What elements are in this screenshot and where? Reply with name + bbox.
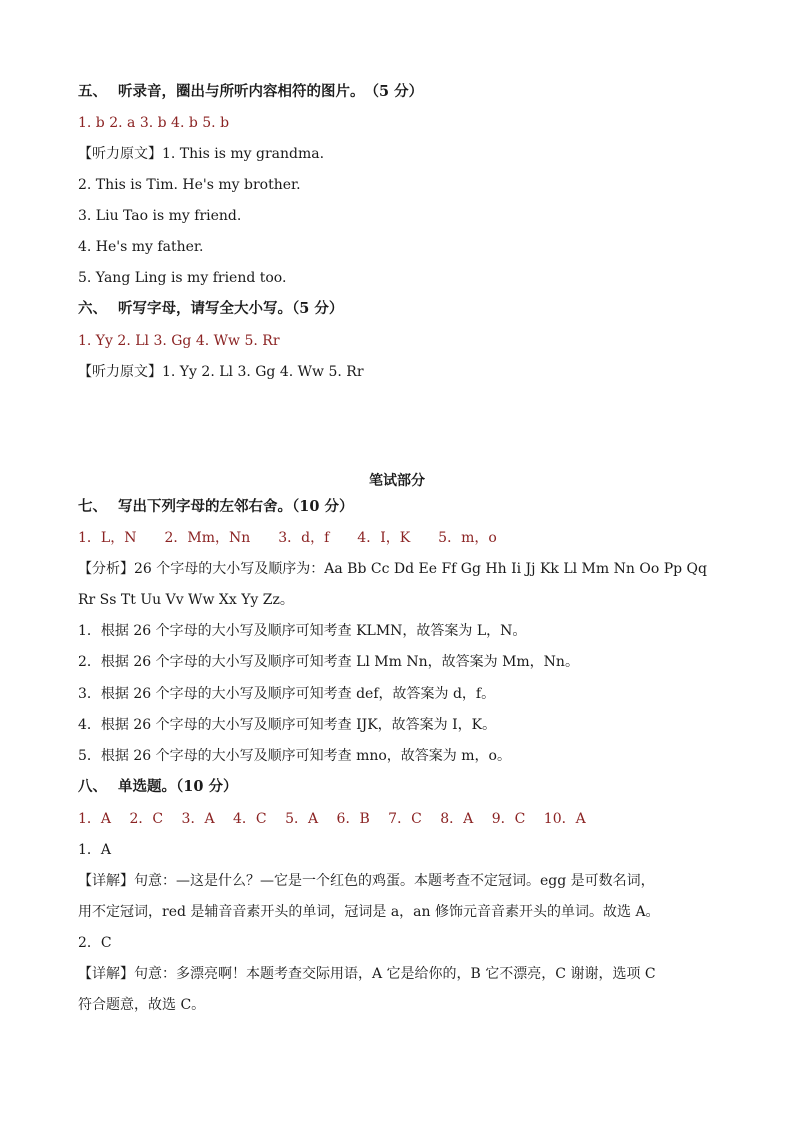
section-7-answers: 1．L，N 2．Mm，Nn 3．d，f 4．I，K 5．m，o [78, 530, 497, 546]
detail-label: 【详解】 [78, 966, 134, 982]
section-7-title: 写出下列字母的左邻右舍。（10 分） [118, 498, 354, 515]
section-8-number: 八、 [78, 778, 107, 795]
question-2-detail-cont: 符合题意，故选 C。 [78, 997, 206, 1013]
section-7-item-5: 5．根据 26 个字母的大小写及顺序可知考查 mno，故答案为 m，o。 [78, 748, 511, 764]
section-7-heading [78, 497, 353, 517]
analysis-text: 26 个字母的大小写及顺序为：Aa Bb Cc Dd Ee Ff Gg Hh Ii Jj Kk Ll Mm Nn Oo Pp Qq [134, 561, 707, 577]
question-1-detail-cont: 用不定冠词，red 是辅音音素开头的单词，冠词是 a，an 修饰元音音素开头的单词。故选 A。 [78, 904, 660, 920]
section-5-transcript-line-5: 5. Yang Ling is my friend too. [78, 270, 287, 286]
section-7-analysis [78, 559, 707, 579]
section-8-title: 单选题。（10 分） [118, 778, 238, 795]
transcript-label: 【听力原文】 [78, 364, 162, 380]
section-6-title: 听写字母，请写全大小写。（5 分） [118, 300, 344, 317]
section-8-answers: 1．A 2．C 3．A 4．C 5．A 6．B 7．C 8．A 9．C 10．A [78, 811, 586, 827]
section-5-transcript-line-4: 4. He's my father. [78, 239, 204, 255]
section-5-transcript-line-3: 3. Liu Tao is my friend. [78, 208, 242, 224]
question-1-detail [78, 871, 655, 891]
section-5-heading [78, 82, 423, 102]
question-1-answer: 1．A [78, 842, 112, 858]
section-6-heading [78, 299, 343, 319]
section-7-item-1: 1．根据 26 个字母的大小写及顺序可知考查 KLMN，故答案为 L，N。 [78, 623, 527, 639]
question-2-detail [78, 964, 656, 984]
question-2-answer: 2．C [78, 935, 112, 951]
section-5-number: 五、 [78, 83, 107, 100]
section-8-heading [78, 777, 237, 797]
analysis-label: 【分析】 [78, 561, 134, 577]
section-6-number: 六、 [78, 300, 107, 317]
section-7-analysis-cont: Rr Ss Tt Uu Vv Ww Xx Yy Zz。 [78, 592, 294, 608]
detail-text: 句意：—这是什么？—它是一个红色的鸡蛋。本题考查不定冠词。egg 是可数名词， [134, 873, 655, 889]
transcript-text: 1. Yy 2. Ll 3. Gg 4. Ww 5. Rr [162, 364, 364, 380]
section-7-number: 七、 [78, 498, 107, 515]
transcript-text: 1. This is my grandma. [162, 146, 325, 162]
section-5-transcript-line-2: 2. This is Tim. He's my brother. [78, 177, 301, 193]
section-6-transcript [78, 362, 364, 382]
section-5-answers: 1. b 2. a 3. b 4. b 5. b [78, 115, 230, 131]
section-7-item-4: 4．根据 26 个字母的大小写及顺序可知考查 IJK，故答案为 I，K。 [78, 717, 497, 733]
written-part-title: 笔试部分 [369, 473, 425, 489]
detail-label: 【详解】 [78, 873, 134, 889]
section-5-title: 听录音，圈出与所听内容相符的图片。 （5 分） [118, 83, 424, 100]
section-5-transcript-line-1 [78, 144, 324, 164]
detail-text: 句意：多漂亮啊！本题考查交际用语，A 它是给你的，B 它不漂亮，C 谢谢，选项 C [134, 966, 656, 982]
section-7-item-3: 3．根据 26 个字母的大小写及顺序可知考查 def，故答案为 d，f。 [78, 686, 496, 702]
section-6-answers: 1. Yy 2. Ll 3. Gg 4. Ww 5. Rr [78, 333, 280, 349]
section-7-item-2: 2．根据 26 个字母的大小写及顺序可知考查 Ll Mm Nn，故答案为 Mm，Nn。 [78, 654, 579, 670]
transcript-label: 【听力原文】 [78, 146, 162, 162]
